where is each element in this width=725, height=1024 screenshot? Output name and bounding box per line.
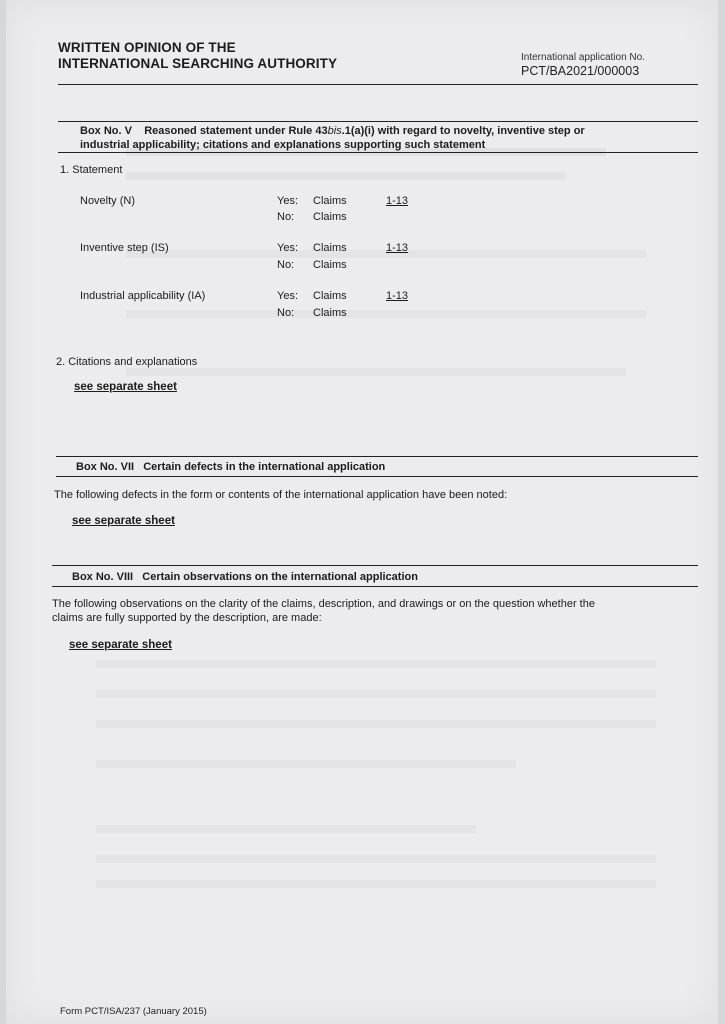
claims-label: Claims: [313, 259, 347, 271]
claims-label: Claims: [313, 290, 347, 302]
box7-heading-text: Certain defects in the international application: [143, 461, 386, 473]
row-label: Industrial applicability (IA): [80, 290, 206, 302]
header-divider: [58, 84, 698, 85]
title-line-2: INTERNATIONAL SEARCHING AUTHORITY: [58, 56, 338, 71]
title-line-1: WRITTEN OPINION OF THE: [58, 40, 236, 55]
claims-range: 1-13: [386, 242, 409, 254]
box5-heading-pre: Reasoned statement under Rule 43: [144, 125, 328, 137]
claims-label: Claims: [313, 307, 347, 319]
box5-bottom-rule: [58, 152, 698, 153]
box8-label: Box No. VIII: [72, 571, 134, 583]
box5-heading: [80, 124, 690, 152]
claims-label: Claims: [313, 242, 347, 254]
box7-text: The following defects in the form or contents of the international application have been noted:: [54, 489, 508, 501]
row-label: Inventive step (IS): [80, 242, 169, 254]
box8-text-line2: claims are fully supported by the description, are made:: [52, 612, 322, 624]
box8-heading: [72, 570, 418, 584]
application-number: PCT/BA2021/000003: [521, 64, 640, 78]
box7-see-separate-sheet-link[interactable]: see separate sheet: [72, 515, 175, 527]
box7-bottom-rule: [56, 476, 698, 477]
box8-top-rule: [52, 565, 698, 566]
document-page: [6, 0, 718, 1024]
no-label: No:: [277, 211, 295, 223]
box8-see-separate-sheet-link[interactable]: see separate sheet: [69, 639, 172, 651]
box5-heading-italic: bis: [327, 125, 342, 137]
yes-label: Yes:: [277, 242, 299, 254]
claims-range: 1-13: [386, 195, 409, 207]
claims-range: 1-13: [386, 290, 409, 302]
box8-bottom-rule: [52, 586, 698, 587]
box5-heading-line2: industrial applicability; citations and explanations supporting such statement: [80, 139, 486, 151]
box8-heading-text: Certain observations on the international application: [142, 571, 418, 583]
row-label: Novelty (N): [80, 195, 136, 207]
box5-top-rule: [58, 121, 698, 122]
box8-text-line1: The following observations on the clarity of the claims, description, and drawings or on the question whether the: [52, 598, 595, 610]
box5-heading-post: .1(a)(i) with regard to novelty, inventive step or: [341, 125, 585, 137]
application-number-label: International application No.: [521, 52, 645, 63]
box7-heading: [76, 460, 385, 474]
yes-label: Yes:: [277, 195, 299, 207]
yes-label: Yes:: [277, 290, 299, 302]
form-identifier: Form PCT/ISA/237 (January 2015): [60, 1006, 207, 1017]
box5-label: Box No. V: [80, 125, 132, 137]
claims-label: Claims: [313, 211, 347, 223]
no-label: No:: [277, 307, 295, 319]
box8-text: [52, 597, 702, 625]
box5-see-separate-sheet-link[interactable]: see separate sheet: [74, 381, 177, 393]
box7-label: Box No. VII: [76, 461, 135, 473]
box7-top-rule: [56, 456, 698, 457]
claims-label: Claims: [313, 195, 347, 207]
statement-heading: 1. Statement: [60, 164, 123, 176]
document-title: [58, 40, 337, 72]
citations-heading: 2. Citations and explanations: [56, 356, 198, 368]
no-label: No:: [277, 259, 295, 271]
